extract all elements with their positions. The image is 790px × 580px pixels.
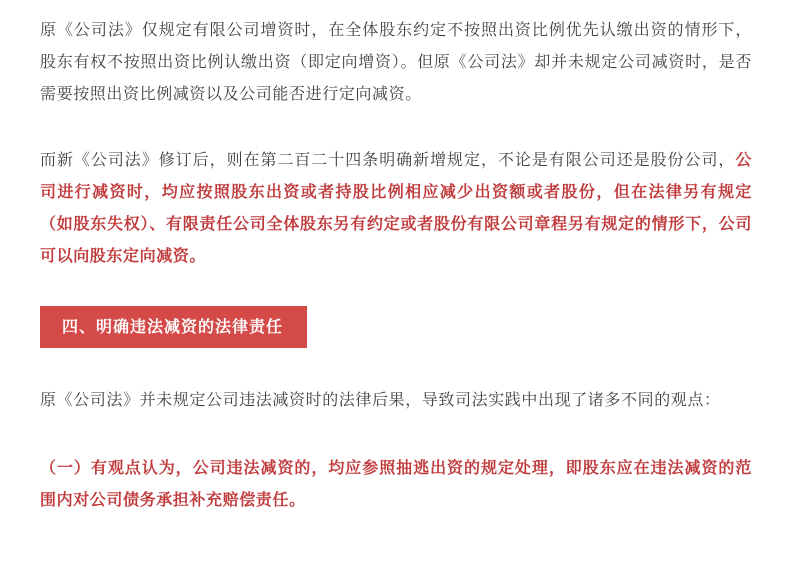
paragraph-old-law-capital-increase: 原《公司法》仅规定有限公司增资时，在全体股东约定不按照出资比例优先认缴出资的情形下，股东有权不按照出资比例认缴出资（即定向增资）。但原《公司法》却并未规定公司减资时，是否需要按照出资比例减资以及公司能否进行定向减资。 (40, 20, 752, 103)
paragraph-illegal-reduction-consequences: 原《公司法》并未规定公司违法减资时的法律后果，导致司法实践中出现了诸多不同的观点： (40, 390, 721, 409)
paragraph-new-law-article-224 (40, 144, 752, 272)
paragraph-lead-text: 而新《公司法》修订后，则在第二百二十四条明确新增规定，不论是有限公司还是股份公司， (40, 150, 736, 169)
article-body (40, 14, 752, 516)
highlighted-provision-text: 公司进行减资时，均应按照股东出资或者持股比例相应减少出资额或者股份，但在法律另有规定（如股东失权）、有限责任公司全体股东另有约定或者股份有限公司章程另有规定的情形下，公司可以向股东定向减资。 (40, 150, 752, 265)
section-heading: 四、明确违法减资的法律责任 (40, 306, 307, 348)
paragraph-viewpoint-one: （一）有观点认为，公司违法减资的，均应参照抽逃出资的规定处理，即股东应在违法减资的范围内对公司债务承担补充赔偿责任。 (40, 458, 752, 509)
